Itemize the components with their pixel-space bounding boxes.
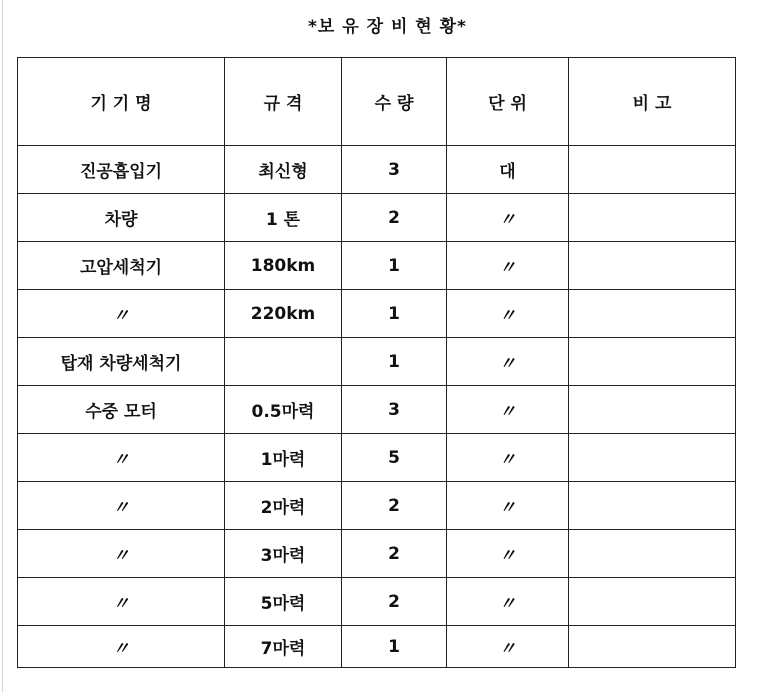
equipment-table <box>17 57 736 668</box>
cell-qty: 1 <box>342 626 447 668</box>
cell-name: 〃 <box>18 530 225 578</box>
table-row <box>18 338 736 386</box>
cell-unit: 〃 <box>447 338 569 386</box>
table-row <box>18 242 736 290</box>
cell-note <box>569 146 736 194</box>
header-unit: 단 위 <box>447 58 569 146</box>
cell-unit: 〃 <box>447 530 569 578</box>
cell-qty: 2 <box>342 194 447 242</box>
cell-unit: 〃 <box>447 626 569 668</box>
table-row <box>18 482 736 530</box>
cell-spec: 1마력 <box>225 434 342 482</box>
cell-qty: 1 <box>342 242 447 290</box>
header-note: 비 고 <box>569 58 736 146</box>
cell-spec: 최신형 <box>225 146 342 194</box>
cell-unit: 〃 <box>447 482 569 530</box>
cell-note <box>569 530 736 578</box>
cell-qty: 3 <box>342 146 447 194</box>
cell-name: 차량 <box>18 194 225 242</box>
table-row <box>18 146 736 194</box>
cell-qty: 3 <box>342 386 447 434</box>
cell-note <box>569 338 736 386</box>
document-title: *보 유 장 비 현 황* <box>308 17 467 37</box>
cell-qty: 1 <box>342 290 447 338</box>
cell-note <box>569 290 736 338</box>
cell-qty: 5 <box>342 434 447 482</box>
cell-qty: 1 <box>342 338 447 386</box>
cell-note <box>569 578 736 626</box>
table-row <box>18 626 736 668</box>
cell-name: 탑재 차량세척기 <box>18 338 225 386</box>
cell-unit: 〃 <box>447 386 569 434</box>
table-header-row <box>18 58 736 146</box>
cell-note <box>569 626 736 668</box>
cell-unit: 〃 <box>447 290 569 338</box>
cell-qty: 2 <box>342 530 447 578</box>
cell-unit: 〃 <box>447 434 569 482</box>
cell-spec: 0.5마력 <box>225 386 342 434</box>
cell-note <box>569 482 736 530</box>
cell-name: 〃 <box>18 434 225 482</box>
cell-name: 〃 <box>18 482 225 530</box>
cell-qty: 2 <box>342 482 447 530</box>
header-equipment-name: 기 기 명 <box>18 58 225 146</box>
cell-spec: 7마력 <box>225 626 342 668</box>
cell-unit: 〃 <box>447 242 569 290</box>
table-row <box>18 386 736 434</box>
table-row <box>18 194 736 242</box>
cell-name: 〃 <box>18 578 225 626</box>
cell-note <box>569 194 736 242</box>
cell-unit: 〃 <box>447 578 569 626</box>
cell-note <box>569 386 736 434</box>
page-left-border <box>2 0 3 692</box>
cell-spec: 2마력 <box>225 482 342 530</box>
cell-name: 〃 <box>18 626 225 668</box>
table-row <box>18 578 736 626</box>
cell-spec: 220km <box>225 290 342 338</box>
cell-name: 고압세척기 <box>18 242 225 290</box>
cell-qty: 2 <box>342 578 447 626</box>
cell-name: 진공흡입기 <box>18 146 225 194</box>
cell-spec: 180km <box>225 242 342 290</box>
header-spec: 규 격 <box>225 58 342 146</box>
cell-note <box>569 434 736 482</box>
table-row <box>18 290 736 338</box>
cell-unit: 〃 <box>447 194 569 242</box>
table-row <box>18 530 736 578</box>
cell-note <box>569 242 736 290</box>
cell-spec: 5마력 <box>225 578 342 626</box>
cell-spec: 1 톤 <box>225 194 342 242</box>
cell-name: 〃 <box>18 290 225 338</box>
table-row <box>18 434 736 482</box>
header-quantity: 수 량 <box>342 58 447 146</box>
cell-spec: 3마력 <box>225 530 342 578</box>
cell-name: 수중 모터 <box>18 386 225 434</box>
cell-spec <box>225 338 342 386</box>
cell-unit: 대 <box>447 146 569 194</box>
